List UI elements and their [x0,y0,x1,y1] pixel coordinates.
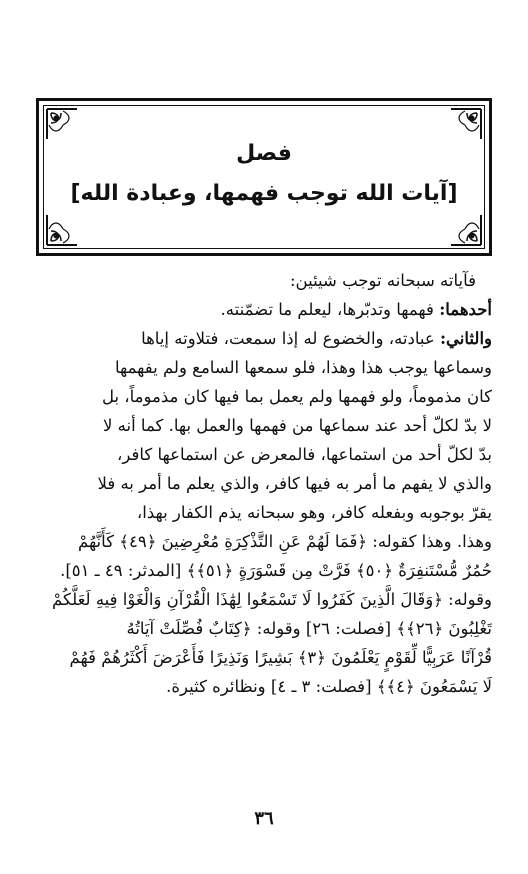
text-line: كان مذموماً، ولو فهمها ولم يعمل بما فيها كان مذموماً، بل [101,387,492,406]
text-line: عبادته، والخضوع له إذا سمعت، فتلاوته إياها [141,329,435,348]
ornament-corner-icon [45,107,79,141]
text-line: وسماعها يوجب هذا وهذا، فلو سمعها السامع ولم يفهمها [114,358,492,377]
text-line: تَغْلِبُونَ ﴿٢٦﴾﴾ [فصلت: ٢٦] وقوله: ﴿كِتَابٌ فُصِّلَتْ آيَاتُهُ [126,619,492,638]
text-line: وهذا. وهذا كقوله: ﴿فَمَا لَهُمْ عَنِ التَّذْكِرَةِ مُعْرِضِينَ ﴿٤٩﴾ كَأَنَّهُمْ [77,532,492,551]
text-line: لَا يَسْمَعُونَ ﴿٤﴾﴾ [فصلت: ٣ ـ ٤] ونظائره كثيرة. [166,677,492,696]
intro-line: فآياته سبحانه توجب شيئين: [289,271,476,290]
text-line: بدّ لكلّ أحد من استماعها، فالمعرض عن استماعها كافر، [117,445,492,464]
text-line: قُرْآنًا عَرَبِيًّا لِّقَوْمٍ يَعْلَمُونَ ﴿٣﴾ بَشِيرًا وَنَذِيرًا فَأَعْرَضَ أَكْثَرُهُمْ فَهُمْ [69,648,492,667]
body-text [36,266,492,701]
ornament-corner-icon [449,107,483,141]
first-text: فهمها وتدبّرها، ليعلم ما تضمّنته. [220,300,434,319]
text-line: وقوله: ﴿وَقَالَ الَّذِينَ كَفَرُوا لَا تَسْمَعُوا لِهَٰذَا الْقُرْآنِ وَالْغَوْا فِيهِ لَعَلَّكُمْ [52,590,492,609]
first-point [36,295,492,324]
page-number: ٣٦ [254,808,274,829]
frame-inner-border [43,105,485,249]
ornament-corner-icon [449,213,483,247]
first-label: أحدهما: [439,300,492,319]
second-point [36,324,492,353]
text-line: والذي لا يفهم ما أمر به فيها كافر، والذي يعلم ما أمر به فلا [97,474,492,493]
chapter-title: فصل [236,141,292,166]
text-line: لا بدّ لكلّ أحد عند سماعها من فهمها والعمل بها. كما أنه لا [103,416,492,435]
text-line: حُمُرٌ مُّسْتَنفِرَةٌ ﴿٥٠﴾ فَرَّتْ مِن قَسْوَرَةٍ ﴿٥١﴾﴾ [المدثر: ٤٩ ـ ٥١]. [60,561,492,580]
chapter-subtitle: [آيات الله توجب فهمها، وعبادة الله] [70,181,458,206]
text-line: يقرّ بوجوبه وبفعله كافر، وهو سبحانه يذم الكفار بهذا، [136,503,492,522]
second-label: والثاني: [439,329,492,348]
ornament-corner-icon [45,213,79,247]
chapter-heading-frame [36,98,492,256]
